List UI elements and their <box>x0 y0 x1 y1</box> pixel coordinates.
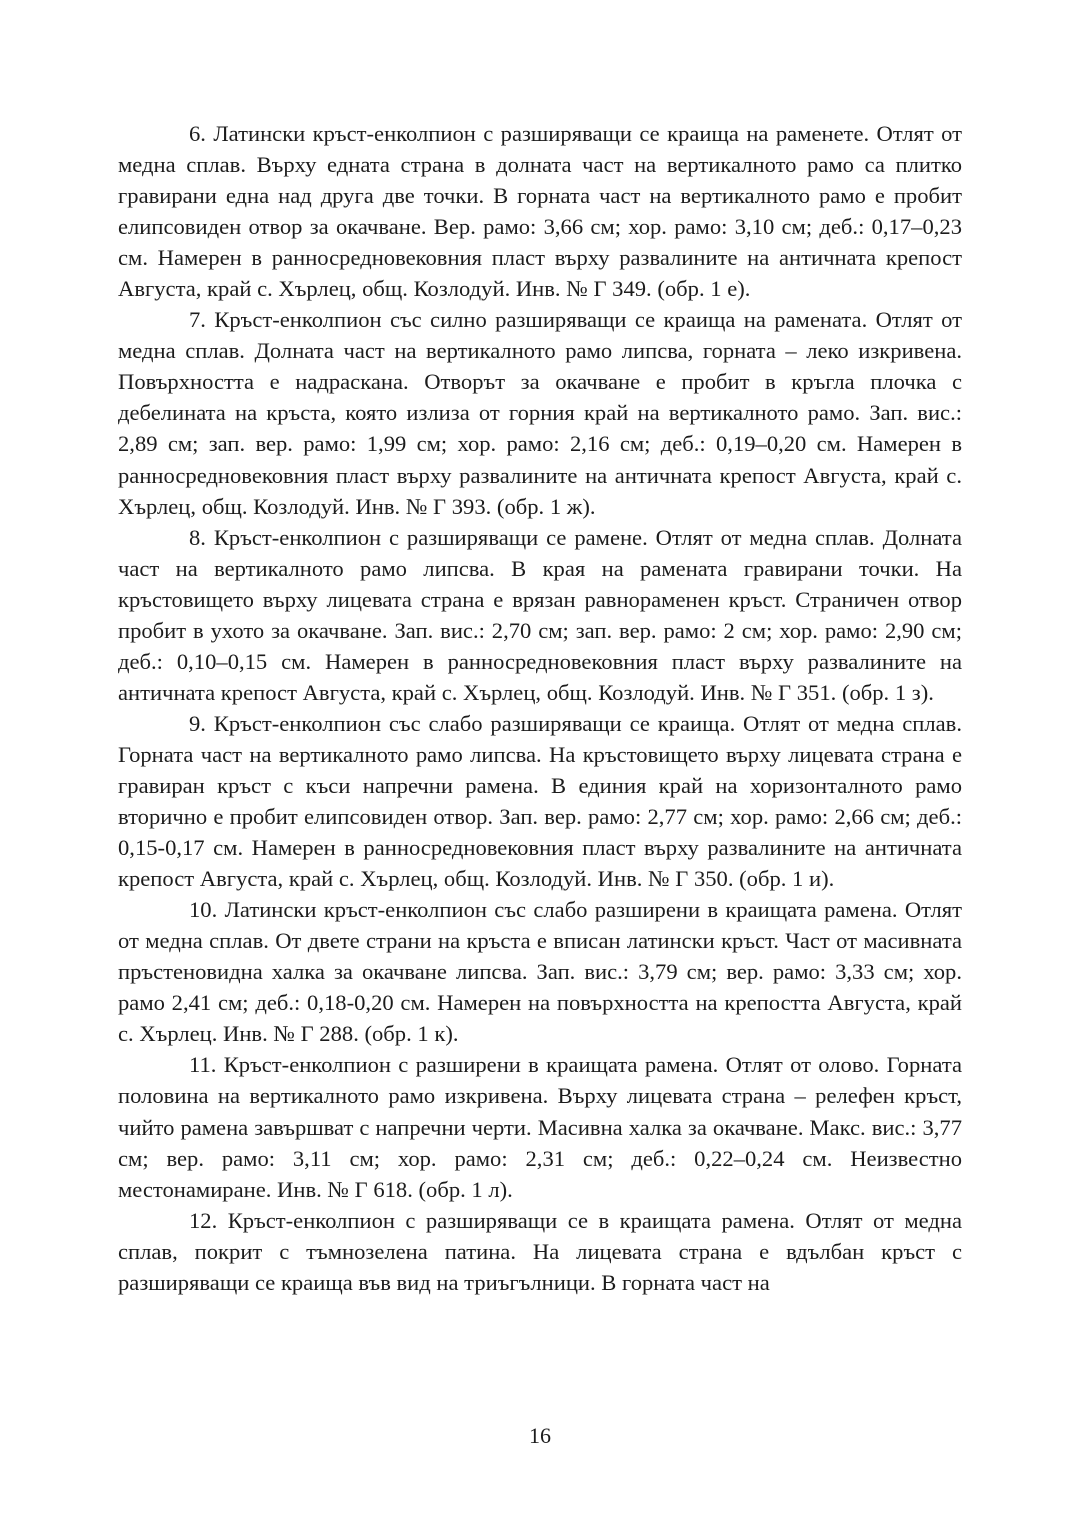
catalog-entry-11: 11. Кръст-енколпион с разширени в краищата рамена. Отлят от олово. Горната половина на вертикалното рамо изкривена. Върху лицевата страна – релефен кръст, чийто рамена завършват с напречни черти. Масивна халка за окачване. Макс. вис.: 3,77 см; вер. рамо: 3,11 см; хор. рамо: 2,31 см; деб.: 0,22–0,24 см. Неизвестно местонамиране. Инв. № Г 618. (обр. 1 л). <box>118 1052 962 1202</box>
catalog-entry-9: 9. Кръст-енколпион със слабо разширяващи се краища. Отлят от медна сплав. Горната част на вертикалното рамо липсва. На кръстовището върху лицевата страна е гравиран кръст с къси напречни рамена. В единия край на хоризонталното рамо вторично е пробит елипсовиден отвор. Зап. вер. рамо: 2,77 см; хор. рамо: 2,66 см; деб.: 0,15-0,17 см. Намерен в ранносредновековния пласт върху развалините на античната крепост Августа, край с. Хърлец, общ. Козлодуй. Инв. № Г 350. (обр. 1 и). <box>118 710 962 892</box>
catalog-entry-7: 7. Кръст-енколпион със силно разширяващи се краища на рамената. Отлят от медна сплав. Долната част на вертикалното рамо липсва, горната – леко изкривена. Повърхността е надраскана. Отворът за окачване е пробит в кръгла плочка с дебелината на кръста, която излиза от горния край на вертикалното рамо. Зап. вис.: 2,89 см; зап. вер. рамо: 1,99 см; хор. рамо: 2,16 см; деб.: 0,19–0,20 см. Намерен в ранносредновековния пласт върху развалините на античната крепост Августа, край с. Хърлец, общ. Козлодуй. Инв. № Г 393. (обр. 1 ж). <box>118 307 962 519</box>
page-body <box>118 118 962 1298</box>
catalog-entry-12: 12. Кръст-енколпион с разширяващи се в краищата рамена. Отлят от медна сплав, покрит с тъмнозелена патина. На лицевата страна е вдълбан кръст с разширяващи се краища във вид на триъгълници. В горната част на <box>118 1207 962 1295</box>
catalog-entry-10: 10. Латински кръст-енколпион със слабо разширени в краищата рамена. Отлят от медна сплав. От двете страни на кръста е вписан латински кръст. Част от масивната пръстеновидна халка за окачване липсва. Зап. вис.: 3,79 см; вер. рамо: 3,33 см; хор. рамо 2,41 см; деб.: 0,18-0,20 см. Намерен на повърхността на крепостта Августа, край с. Хърлец. Инв. № Г 288. (обр. 1 к). <box>118 897 962 1047</box>
catalog-entry-8: 8. Кръст-енколпион с разширяващи се рамене. Отлят от медна сплав. Долната част на вертикалното рамо липсва. В края на рамената гравирани точки. На кръстовището върху лицевата страна е врязан равнораменен кръст. Страничен отвор пробит в ухото за окачване. Зап. вис.: 2,70 см; зап. вер. рамо: 2 см; хор. рамо: 2,90 см; деб.: 0,10–0,15 см. Намерен в ранносредновековния пласт върху развалините на античната крепост Августа, край с. Хърлец, общ. Козлодуй. Инв. № Г 351. (обр. 1 з). <box>118 524 962 705</box>
catalog-entry-6: 6. Латински кръст-енколпион с разширяващи се краища на раменете. Отлят от медна сплав. Върху едната страна в долната част на вертикалното рамо са плитко гравирани една над друга две точки. В горната част на вертикалното рамо е пробит елипсовиден отвор за окачване. Вер. рамо: 3,66 см; хор. рамо: 3,10 см; деб.: 0,17–0,23 см. Намерен в ранносредновековния пласт върху развалините на античната крепост Августа, край с. Хърлец, общ. Козлодуй. Инв. № Г 349. (обр. 1 е). <box>118 121 962 302</box>
page-number: 16 <box>529 1423 551 1448</box>
